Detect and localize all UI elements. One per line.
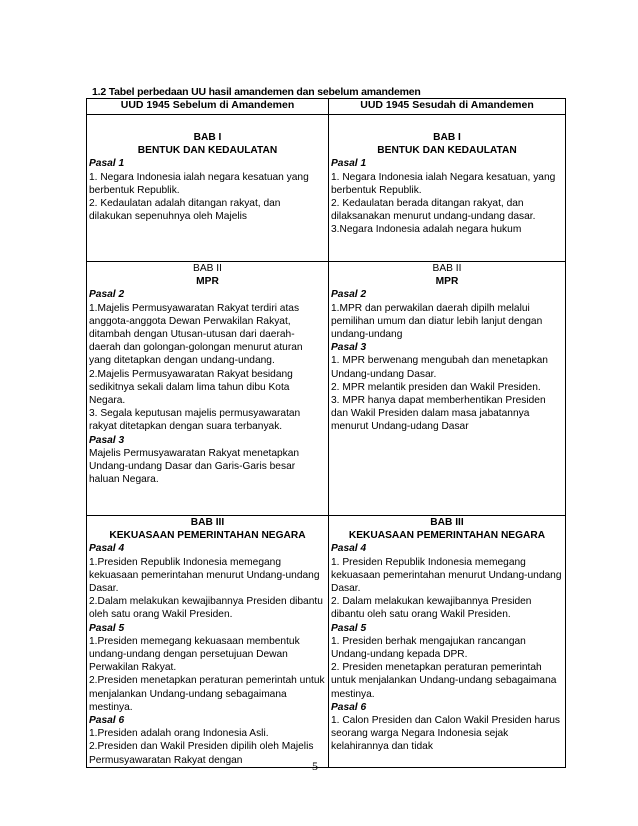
- cell-bab1-before: [87, 115, 329, 262]
- page-number: 5: [312, 759, 318, 773]
- pasal-heading: Pasal 2: [89, 289, 125, 301]
- pasal-heading: Pasal 5: [89, 622, 125, 634]
- bab-title: MPR: [435, 276, 459, 288]
- header-after-amendment: UUD 1945 Sesudah di Amandemen: [329, 99, 566, 115]
- article-text: 2. MPR melantik presiden dan Wakil Presiden.: [331, 381, 541, 393]
- bab-label: BAB I: [193, 132, 222, 143]
- bab-label: BAB II: [432, 263, 462, 274]
- article-text: 1.Presiden memegang kekuasaan membentuk undang-undang dengan persetujuan Dewan Perwakilan Rakyat.: [89, 635, 300, 674]
- article-text: 3. MPR hanya dapat memberhentikan Presiden dan Wakil Presiden dalam masa jabatannya menurut Undang-udang Dasar: [331, 395, 546, 433]
- article-text: 2. Presiden menetapkan peraturan pemerintah untuk menjalankan Undang-undang sebagaimana mestinya.: [331, 662, 557, 700]
- bab-title: MPR: [196, 276, 219, 288]
- pasal-heading: Pasal 1: [331, 158, 367, 170]
- article-text: 2. Kedaulatan berada ditangan rakyat, dan dilaksanakan menurut undang-undang dasar.: [331, 198, 536, 223]
- article-text: 1.Majelis Permusyawaratan Rakyat terdiri atas anggota-anggota Dewan Perwakilan Rakyat, ditambah dengan Utusan-utusan dari daerah-daerah dan golongan-golongan menurut aturan yang ditetapkan dengan undang-undang.: [89, 302, 303, 367]
- pasal-heading: Pasal 6: [331, 701, 367, 713]
- table-caption: 1.2 Tabel perbedaan UU hasil amandemen dan sebelum amandemen: [92, 86, 421, 98]
- pasal-heading: Pasal 5: [331, 622, 367, 634]
- article-text: 3. Segala keputusan majelis permusyawaratan rakyat ditetapkan dengan suara terbanyak.: [89, 408, 301, 433]
- header-before-amendment: UUD 1945 Sebelum di Amandemen: [87, 99, 329, 115]
- pasal-heading: Pasal 3: [331, 342, 367, 354]
- bab-title: BENTUK DAN KEDAULATAN: [137, 145, 278, 157]
- pasal-heading: Pasal 4: [331, 543, 367, 555]
- article-text: 2.Dalam melakukan kewajibannya Presiden dibantu oleh satu orang Wakil Presiden.: [89, 596, 323, 621]
- pasal-heading: Pasal 6: [89, 715, 125, 727]
- article-text: 1. MPR berwenang mengubah dan menetapkan Undang-undang Dasar.: [331, 355, 548, 380]
- bab-label: BAB II: [193, 263, 222, 274]
- comparison-table: [86, 98, 566, 768]
- article-text: 1.Presiden Republik Indonesia memegang kekuasaan pemerintahan menurut Undang-undang Dasar.: [89, 556, 320, 595]
- pasal-heading: Pasal 1: [89, 158, 125, 170]
- bab-label: BAB III: [430, 517, 464, 528]
- article-text: 2.Presiden menetapkan peraturan pemerintah untuk menjalankan Undang-undang sebagaimana mestinya.: [89, 675, 325, 713]
- article-text: 1. Negara Indonesia ialah negara kesatuan yang berbentuk Republik.: [89, 171, 309, 196]
- bab-label: BAB I: [433, 132, 461, 143]
- article-text: 1. Negara Indonesia ialah Negara kesatuan, yang berbentuk Republik.: [331, 171, 556, 196]
- pasal-heading: Pasal 3: [89, 434, 125, 446]
- article-text: 1.Presiden adalah orang Indonesia Asli.: [89, 728, 269, 740]
- article-text: 2. Kedaulatan adalah ditangan rakyat, dan dilakukan sepenuhnya oleh Majelis: [89, 198, 281, 223]
- bab-title: KEKUASAAN PEMERINTAHAN NEGARA: [109, 530, 306, 542]
- article-text: 1. Calon Presiden dan Calon Wakil Presiden harus seorang warga Negara Indonesia sejak kelahirannya dan tidak: [331, 715, 560, 753]
- article-text: 2.Presiden dan Wakil Presiden dipilih oleh Majelis Permusyawaratan Rakyat dengan: [89, 741, 314, 766]
- cell-bab1-after: [329, 115, 566, 262]
- table-row-bab-1: [87, 115, 566, 262]
- bab-title: KEKUASAAN PEMERINTAHAN NEGARA: [348, 530, 546, 542]
- article-text: 1. Presiden Republik Indonesia memegang kekuasaan pemerintahan menurut Undang-undang Dasar.: [331, 556, 562, 595]
- cell-bab3-after: [329, 516, 566, 768]
- article-text: 2. Dalam melakukan kewajibannya Presiden dibantu oleh satu orang Wakil Presiden.: [331, 596, 532, 621]
- article-text: Majelis Permusyawaratan Rakyat menetapkan Undang-undang Dasar dan Garis-Garis besar haluan Negara.: [89, 447, 300, 486]
- bab-title: BENTUK DAN KEDAULATAN: [377, 145, 517, 157]
- cell-bab2-after: [329, 262, 566, 516]
- bab-label: BAB III: [190, 517, 225, 528]
- article-text: 1.MPR dan perwakilan daerah dipilh melalui pemilihan umum dan diatur lebih lanjut dengan undang-undang: [331, 302, 543, 341]
- article-text: 1. Presiden berhak mengajukan rancangan Undang-undang kepada DPR.: [331, 635, 526, 661]
- cell-bab3-before: [87, 516, 329, 768]
- pasal-heading: Pasal 2: [331, 289, 367, 301]
- pasal-heading: Pasal 4: [89, 543, 125, 555]
- article-text: 2.Majelis Permusyawaratan Rakyat besidang sedikitnya sekali dalam lima tahun dibu Kota Negara.: [89, 368, 293, 407]
- table-row-bab-3: [87, 516, 566, 768]
- cell-bab2-before: [87, 262, 329, 516]
- table-row-bab-2: [87, 262, 566, 516]
- article-text: 3.Negara Indonesia adalah negara hukum: [331, 224, 522, 236]
- table-header-row: [87, 99, 566, 115]
